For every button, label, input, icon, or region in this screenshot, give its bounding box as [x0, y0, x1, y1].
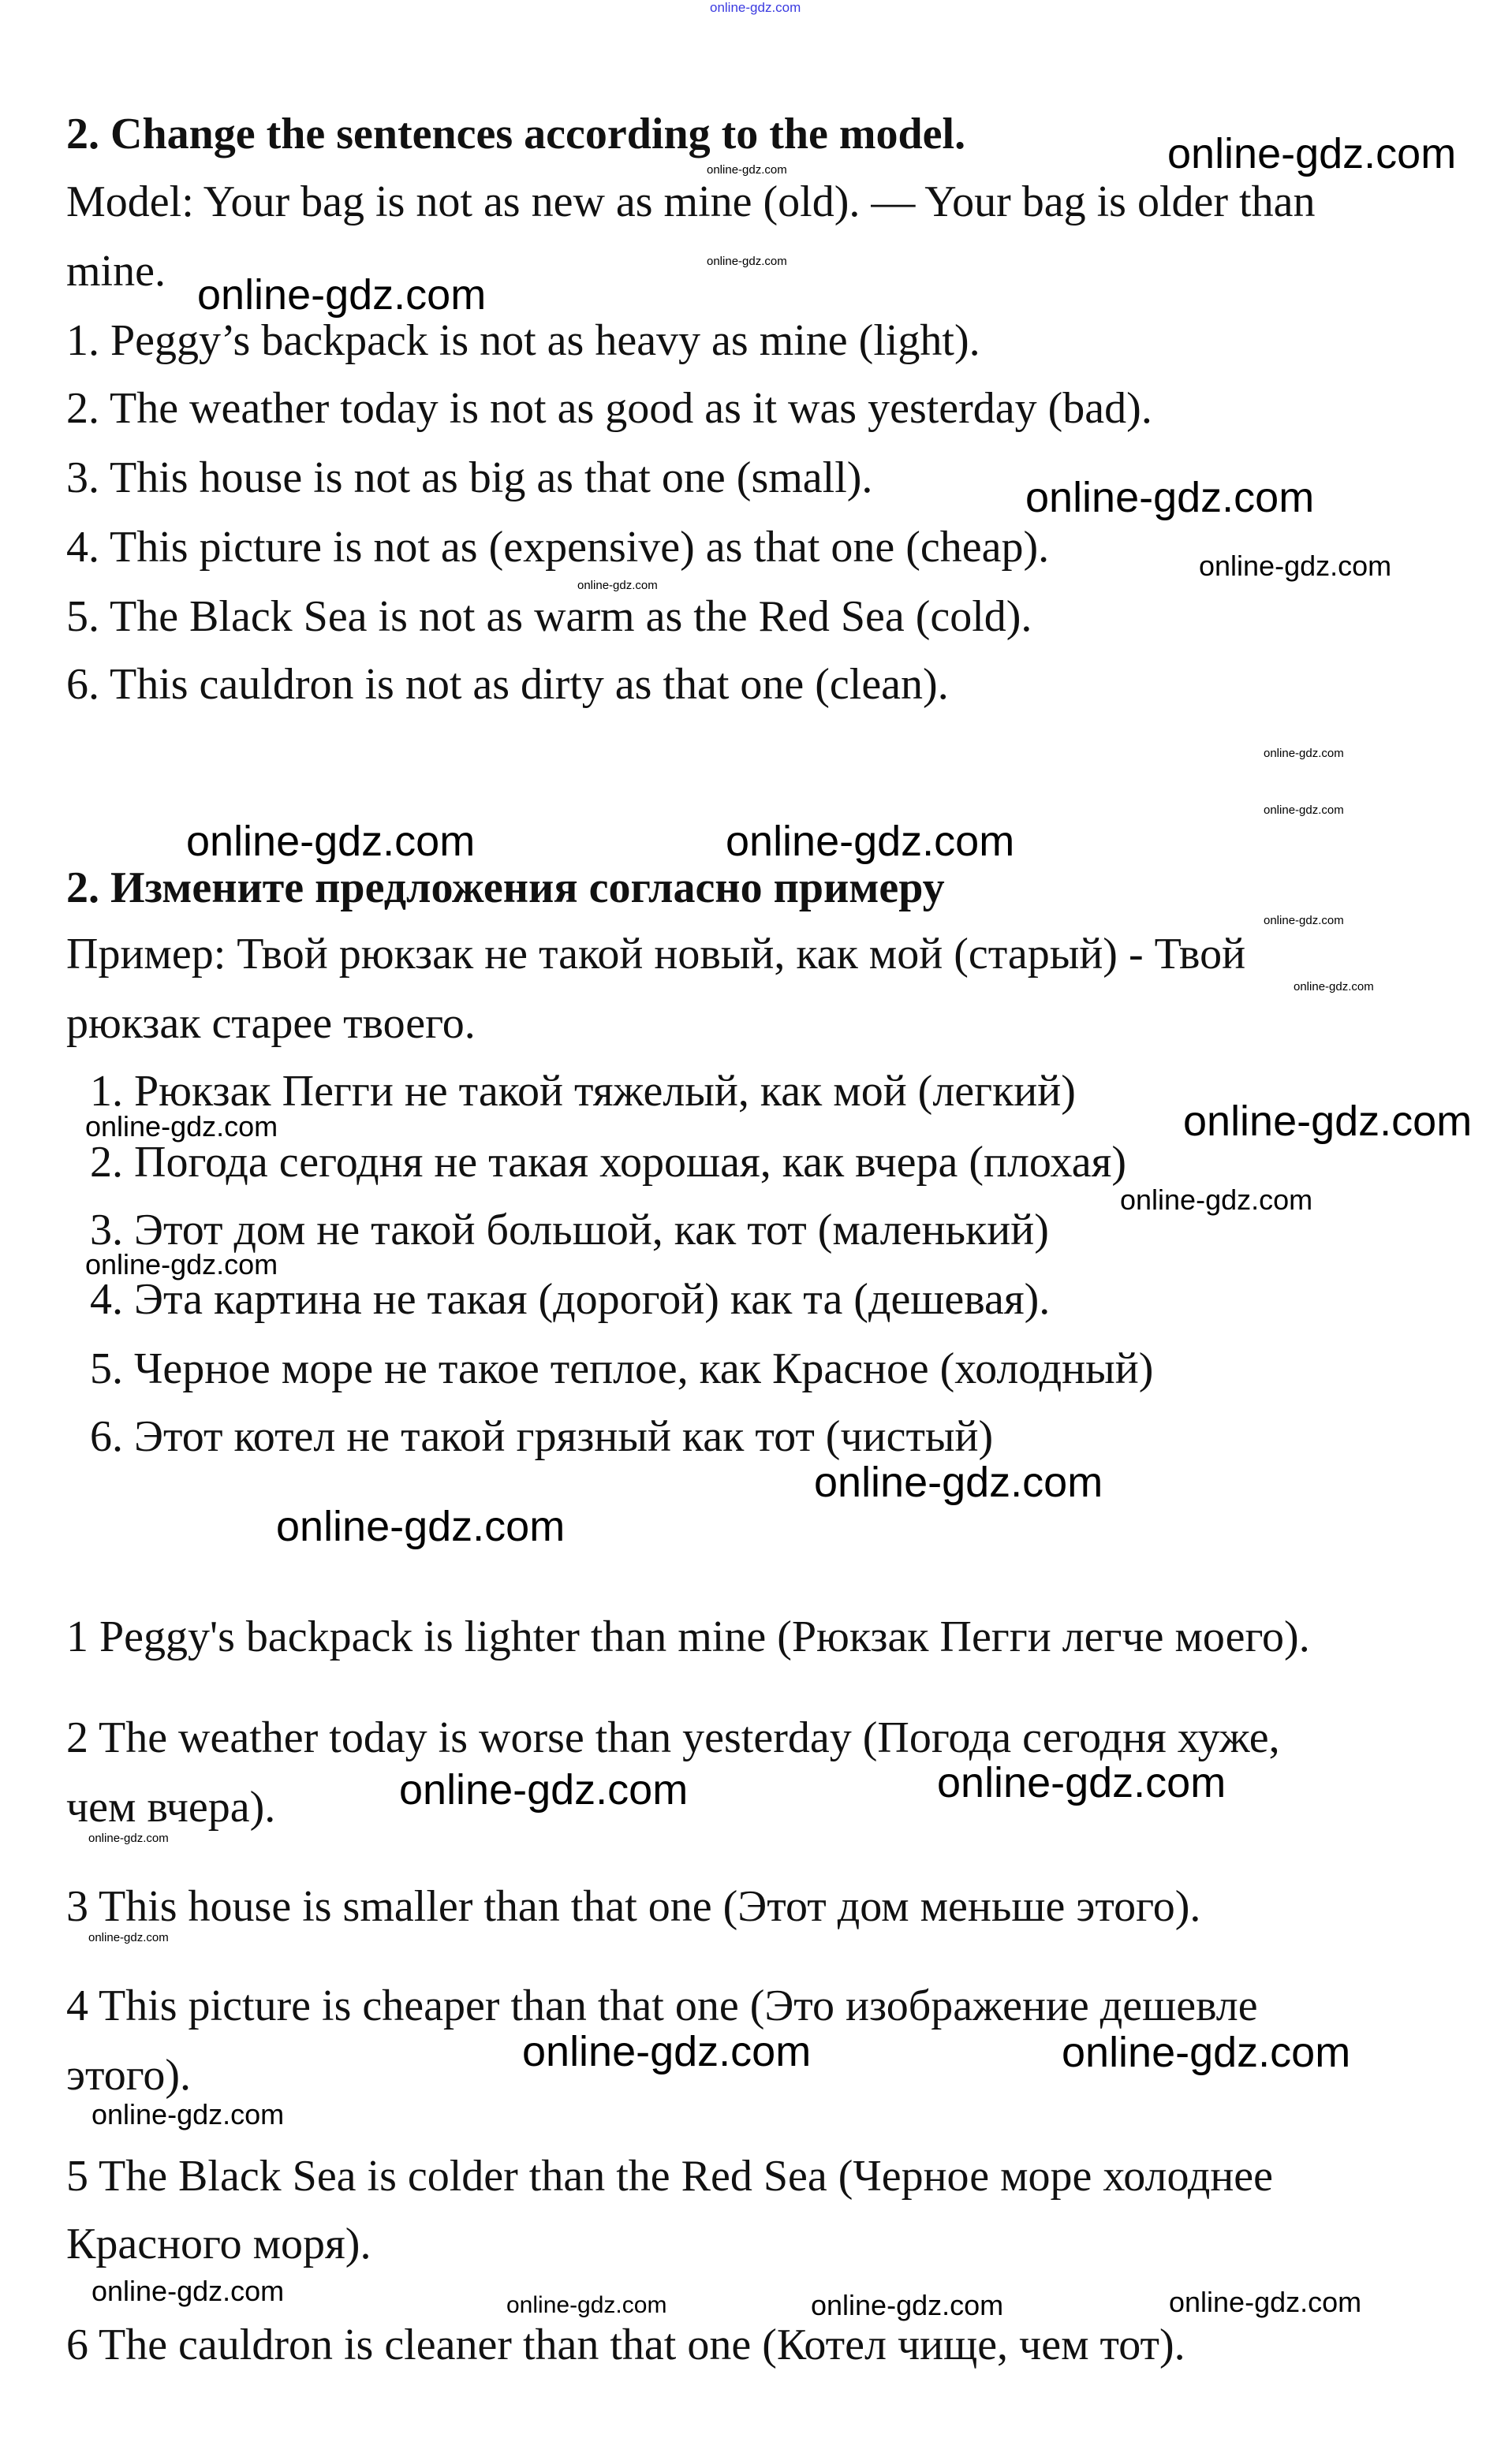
- exercise-title-ru: 2. Измените предложения согласно примеру: [66, 863, 945, 912]
- watermark: online-gdz.com: [85, 1248, 278, 1280]
- watermark: online-gdz.com: [91, 2275, 285, 2307]
- exercise-item: 2. The weather today is not as good as it was yesterday (bad).: [66, 384, 1152, 433]
- answer-line: 4 This picture is cheaper than that one (Это изображение дешевле: [66, 1981, 1258, 2030]
- watermark: online-gdz.com: [522, 2028, 812, 2075]
- model-line: mine.: [66, 247, 166, 296]
- answer-line: Красного моря).: [66, 2220, 371, 2268]
- watermark: online-gdz.com: [577, 579, 658, 592]
- watermark: online-gdz.com: [88, 1832, 169, 1845]
- answer-line: этого).: [66, 2051, 191, 2100]
- exercise-item: 1. Рюкзак Пегги не такой тяжелый, как мой (легкий): [90, 1067, 1076, 1116]
- example-line: Пример: Твой рюкзак не такой новый, как мой (старый) - Твой: [66, 930, 1246, 979]
- watermark: online-gdz.com: [707, 255, 787, 268]
- answer-line: чем вчера).: [66, 1783, 276, 1832]
- exercise-item: 6. This cauldron is not as dirty as that one (clean).: [66, 660, 949, 709]
- exercise-item: 2. Погода сегодня не такая хорошая, как вчера (плохая): [90, 1138, 1127, 1187]
- watermark: online-gdz.com: [1062, 2029, 1351, 2076]
- exercise-item: 3. Этот дом не такой большой, как тот (маленький): [90, 1206, 1049, 1254]
- watermark: online-gdz.com: [710, 0, 801, 15]
- exercise-item: 4. Эта картина не такая (дорогой) как та (дешевая).: [90, 1275, 1051, 1324]
- watermark: online-gdz.com: [1264, 747, 1344, 760]
- answer-line: 6 The cauldron is cleaner than that one (Котел чище, чем тот).: [66, 2320, 1185, 2369]
- watermark: online-gdz.com: [1167, 130, 1457, 177]
- answer-line: 2 The weather today is worse than yesterday (Погода сегодня хуже,: [66, 1713, 1280, 1762]
- exercise-item: 1. Peggy’s backpack is not as heavy as mine (light).: [66, 316, 980, 365]
- watermark: online-gdz.com: [197, 271, 487, 319]
- watermark: online-gdz.com: [1183, 1098, 1473, 1145]
- answer-line: 5 The Black Sea is colder than the Red Sea (Черное море холоднее: [66, 2152, 1274, 2201]
- watermark: online-gdz.com: [1294, 980, 1374, 993]
- exercise-item: 6. Этот котел не такой грязный как тот (чистый): [90, 1412, 994, 1461]
- exercise-item: 3. This house is not as big as that one (small).: [66, 453, 873, 502]
- answer-line: 3 This house is smaller than that one (Этот дом меньше этого).: [66, 1882, 1201, 1931]
- watermark: online-gdz.com: [1025, 474, 1315, 521]
- watermark: online-gdz.com: [91, 2098, 285, 2130]
- watermark: online-gdz.com: [276, 1503, 566, 1550]
- answer-line: 1 Peggy's backpack is lighter than mine (Рюкзак Пегги легче моего).: [66, 1612, 1310, 1661]
- watermark: online-gdz.com: [811, 2289, 1004, 2321]
- exercise-item: 5. Черное море не такое теплое, как Красное (холодный): [90, 1344, 1154, 1393]
- watermark: online-gdz.com: [1264, 803, 1344, 817]
- exercise-item: 5. The Black Sea is not as warm as the Red Sea (cold).: [66, 592, 1032, 641]
- watermark: online-gdz.com: [88, 1931, 169, 1944]
- watermark: online-gdz.com: [186, 818, 476, 865]
- watermark: online-gdz.com: [726, 818, 1015, 865]
- model-line: Model: Your bag is not as new as mine (old). — Your bag is older than: [66, 177, 1316, 226]
- watermark: online-gdz.com: [1199, 550, 1392, 582]
- exercise-title-en: 2. Change the sentences according to the model.: [66, 110, 966, 158]
- watermark: online-gdz.com: [1264, 914, 1344, 927]
- watermark: online-gdz.com: [506, 2292, 667, 2318]
- watermark: online-gdz.com: [1169, 2286, 1362, 2318]
- watermark: online-gdz.com: [399, 1766, 689, 1814]
- watermark: online-gdz.com: [814, 1459, 1103, 1506]
- watermark: online-gdz.com: [937, 1759, 1226, 1806]
- watermark: online-gdz.com: [707, 163, 787, 177]
- watermark: online-gdz.com: [1120, 1184, 1313, 1216]
- watermark: online-gdz.com: [85, 1110, 278, 1143]
- exercise-item: 4. This picture is not as (expensive) as that one (cheap).: [66, 523, 1050, 572]
- example-line: рюкзак старее твоего.: [66, 999, 476, 1048]
